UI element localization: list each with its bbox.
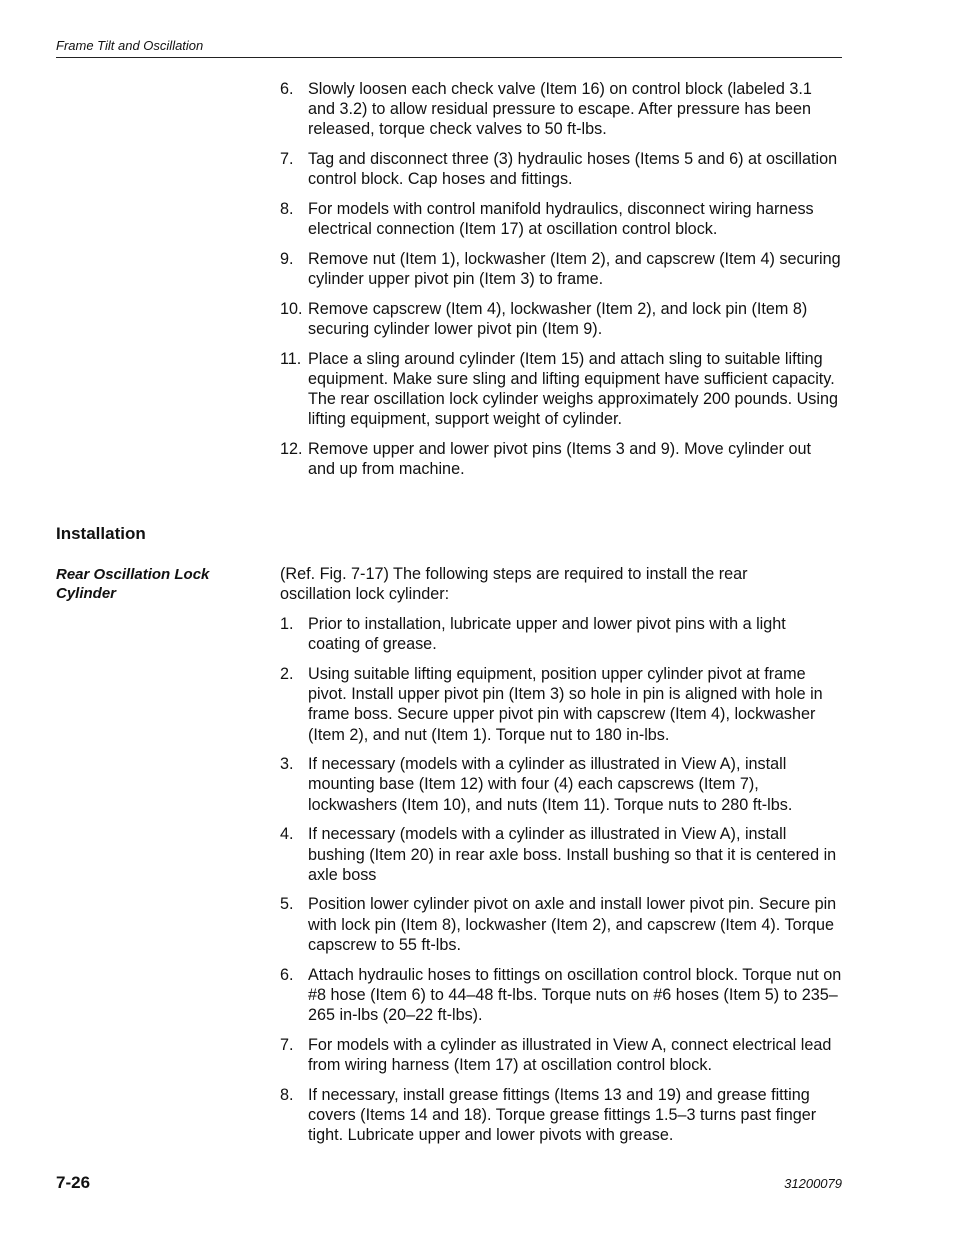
installation-steps-list [280, 614, 842, 1155]
step-text: Slowly loosen each check valve (Item 16) on control block (labeled 3.1 and 3.2) to allow residual pressure to escape. After pressure has been released, torque check valves to 50 ft-lbs. [308, 80, 812, 139]
step-text: Remove capscrew (Item 4), lockwasher (Item 2), and lock pin (Item 8) securing cylinder lower pivot pin (Item 9). [308, 299, 808, 339]
step-number: 9. [280, 249, 294, 268]
section-heading-installation: Installation [56, 524, 146, 543]
list-item [280, 1085, 842, 1146]
step-number: 2. [280, 664, 294, 683]
list-item [280, 824, 842, 885]
removal-steps-list [280, 79, 842, 489]
step-text: Remove upper and lower pivot pins (Items 3 and 9). Move cylinder out and up from machine. [308, 440, 811, 479]
step-number: 8. [280, 200, 294, 219]
step-number: 8. [280, 1085, 294, 1104]
list-item [280, 79, 842, 140]
step-number: 6. [280, 965, 294, 984]
list-item [280, 249, 842, 289]
step-number: 4. [280, 825, 294, 844]
intro-paragraph: (Ref. Fig. 7-17) The following steps are required to install the rear oscillation lock cylinder: [280, 565, 748, 604]
list-item [280, 894, 842, 955]
step-text: Attach hydraulic hoses to fittings on oscillation control block. Torque nut on #8 hose (Item 6) to 44–48 ft-lbs. Torque nuts on #6 hoses (Item 5) to 235–265 in-lbs (20–22 ft-lbs). [308, 965, 842, 1024]
list-item [280, 439, 842, 479]
list-item [280, 1035, 842, 1075]
step-number: 10. [280, 299, 303, 318]
page-number: 7-26 [56, 1173, 91, 1192]
step-number: 5. [280, 895, 294, 914]
step-text: Prior to installation, lubricate upper and lower pivot pins with a light coating of grease. [308, 615, 786, 654]
step-number: 7. [280, 1035, 294, 1054]
step-number: 7. [280, 150, 294, 169]
step-text: For models with control manifold hydraulics, disconnect wiring harness electrical connection (Item 17) at oscillation control block. [308, 200, 814, 239]
step-text: For models with a cylinder as illustrated in View A, connect electrical lead from wiring harness (Item 17) at oscillation control block. [308, 1035, 832, 1074]
step-text: Place a sling around cylinder (Item 15) and attach sling to suitable lifting equipment. Make sure sling and lifting equipment have sufficient capacity. The rear oscillation lock cylinder weighs approximately 200 pounds. Using lifting equipment, support weight of cylinder. [308, 349, 838, 429]
header-rule [56, 57, 842, 58]
step-text: Tag and disconnect three (3) hydraulic hoses (Items 5 and 6) at oscillation control block. Cap hoses and fittings. [308, 150, 838, 189]
step-number: 6. [280, 80, 294, 98]
step-text: Remove nut (Item 1), lockwasher (Item 2), and capscrew (Item 4) securing cylinder upper pivot pin (Item 3) to frame. [308, 249, 841, 289]
list-item [280, 199, 842, 239]
document-number: 31200079 [784, 1176, 842, 1191]
step-text: Position lower cylinder pivot on axle and install lower pivot pin. Secure pin with lock pin (Item 8), lockwasher (Item 2), and capscrew (Item 4). Torque capscrew to 55 ft-lbs. [308, 895, 837, 954]
list-item [280, 754, 842, 815]
step-text: If necessary (models with a cylinder as illustrated in View A), install mounting base (Item 12) with four (4) each capscrews (Item 7), lockwashers (Item 10), and nuts (Item 11). Torque nuts to 280 ft-lbs. [308, 755, 793, 814]
list-item [280, 149, 842, 189]
step-text: If necessary, install grease fittings (Items 13 and 19) and grease fitting covers (Items 14 and 18). Torque grease fittings 1.5–3 turns past finger tight. Lubricate upper and lower pivots with grease. [308, 1085, 817, 1144]
list-item [280, 614, 842, 654]
step-text: Using suitable lifting equipment, position upper cylinder pivot at frame pivot. Install upper pivot pin (Item 3) so hole in pin is aligned with hole in frame boss. Secure upper pivot pin with capscrew (Item 4), lockwasher (Item 2), and nut (Item 1). Torque nut to 180 in-lbs. [308, 664, 823, 744]
running-header: Frame Tilt and Oscillation [56, 38, 204, 53]
list-item [280, 349, 842, 430]
step-number: 3. [280, 755, 294, 774]
side-heading: Rear Oscillation Lock Cylinder [56, 566, 210, 602]
list-item [280, 299, 842, 339]
list-item [280, 664, 842, 745]
step-number: 12. [280, 440, 303, 459]
step-number: 1. [280, 615, 294, 633]
list-item [280, 965, 842, 1026]
step-number: 11. [280, 349, 302, 368]
step-text: If necessary (models with a cylinder as illustrated in View A), install bushing (Item 20) in rear axle boss. Install bushing so that it is centered in axle boss [308, 825, 837, 884]
